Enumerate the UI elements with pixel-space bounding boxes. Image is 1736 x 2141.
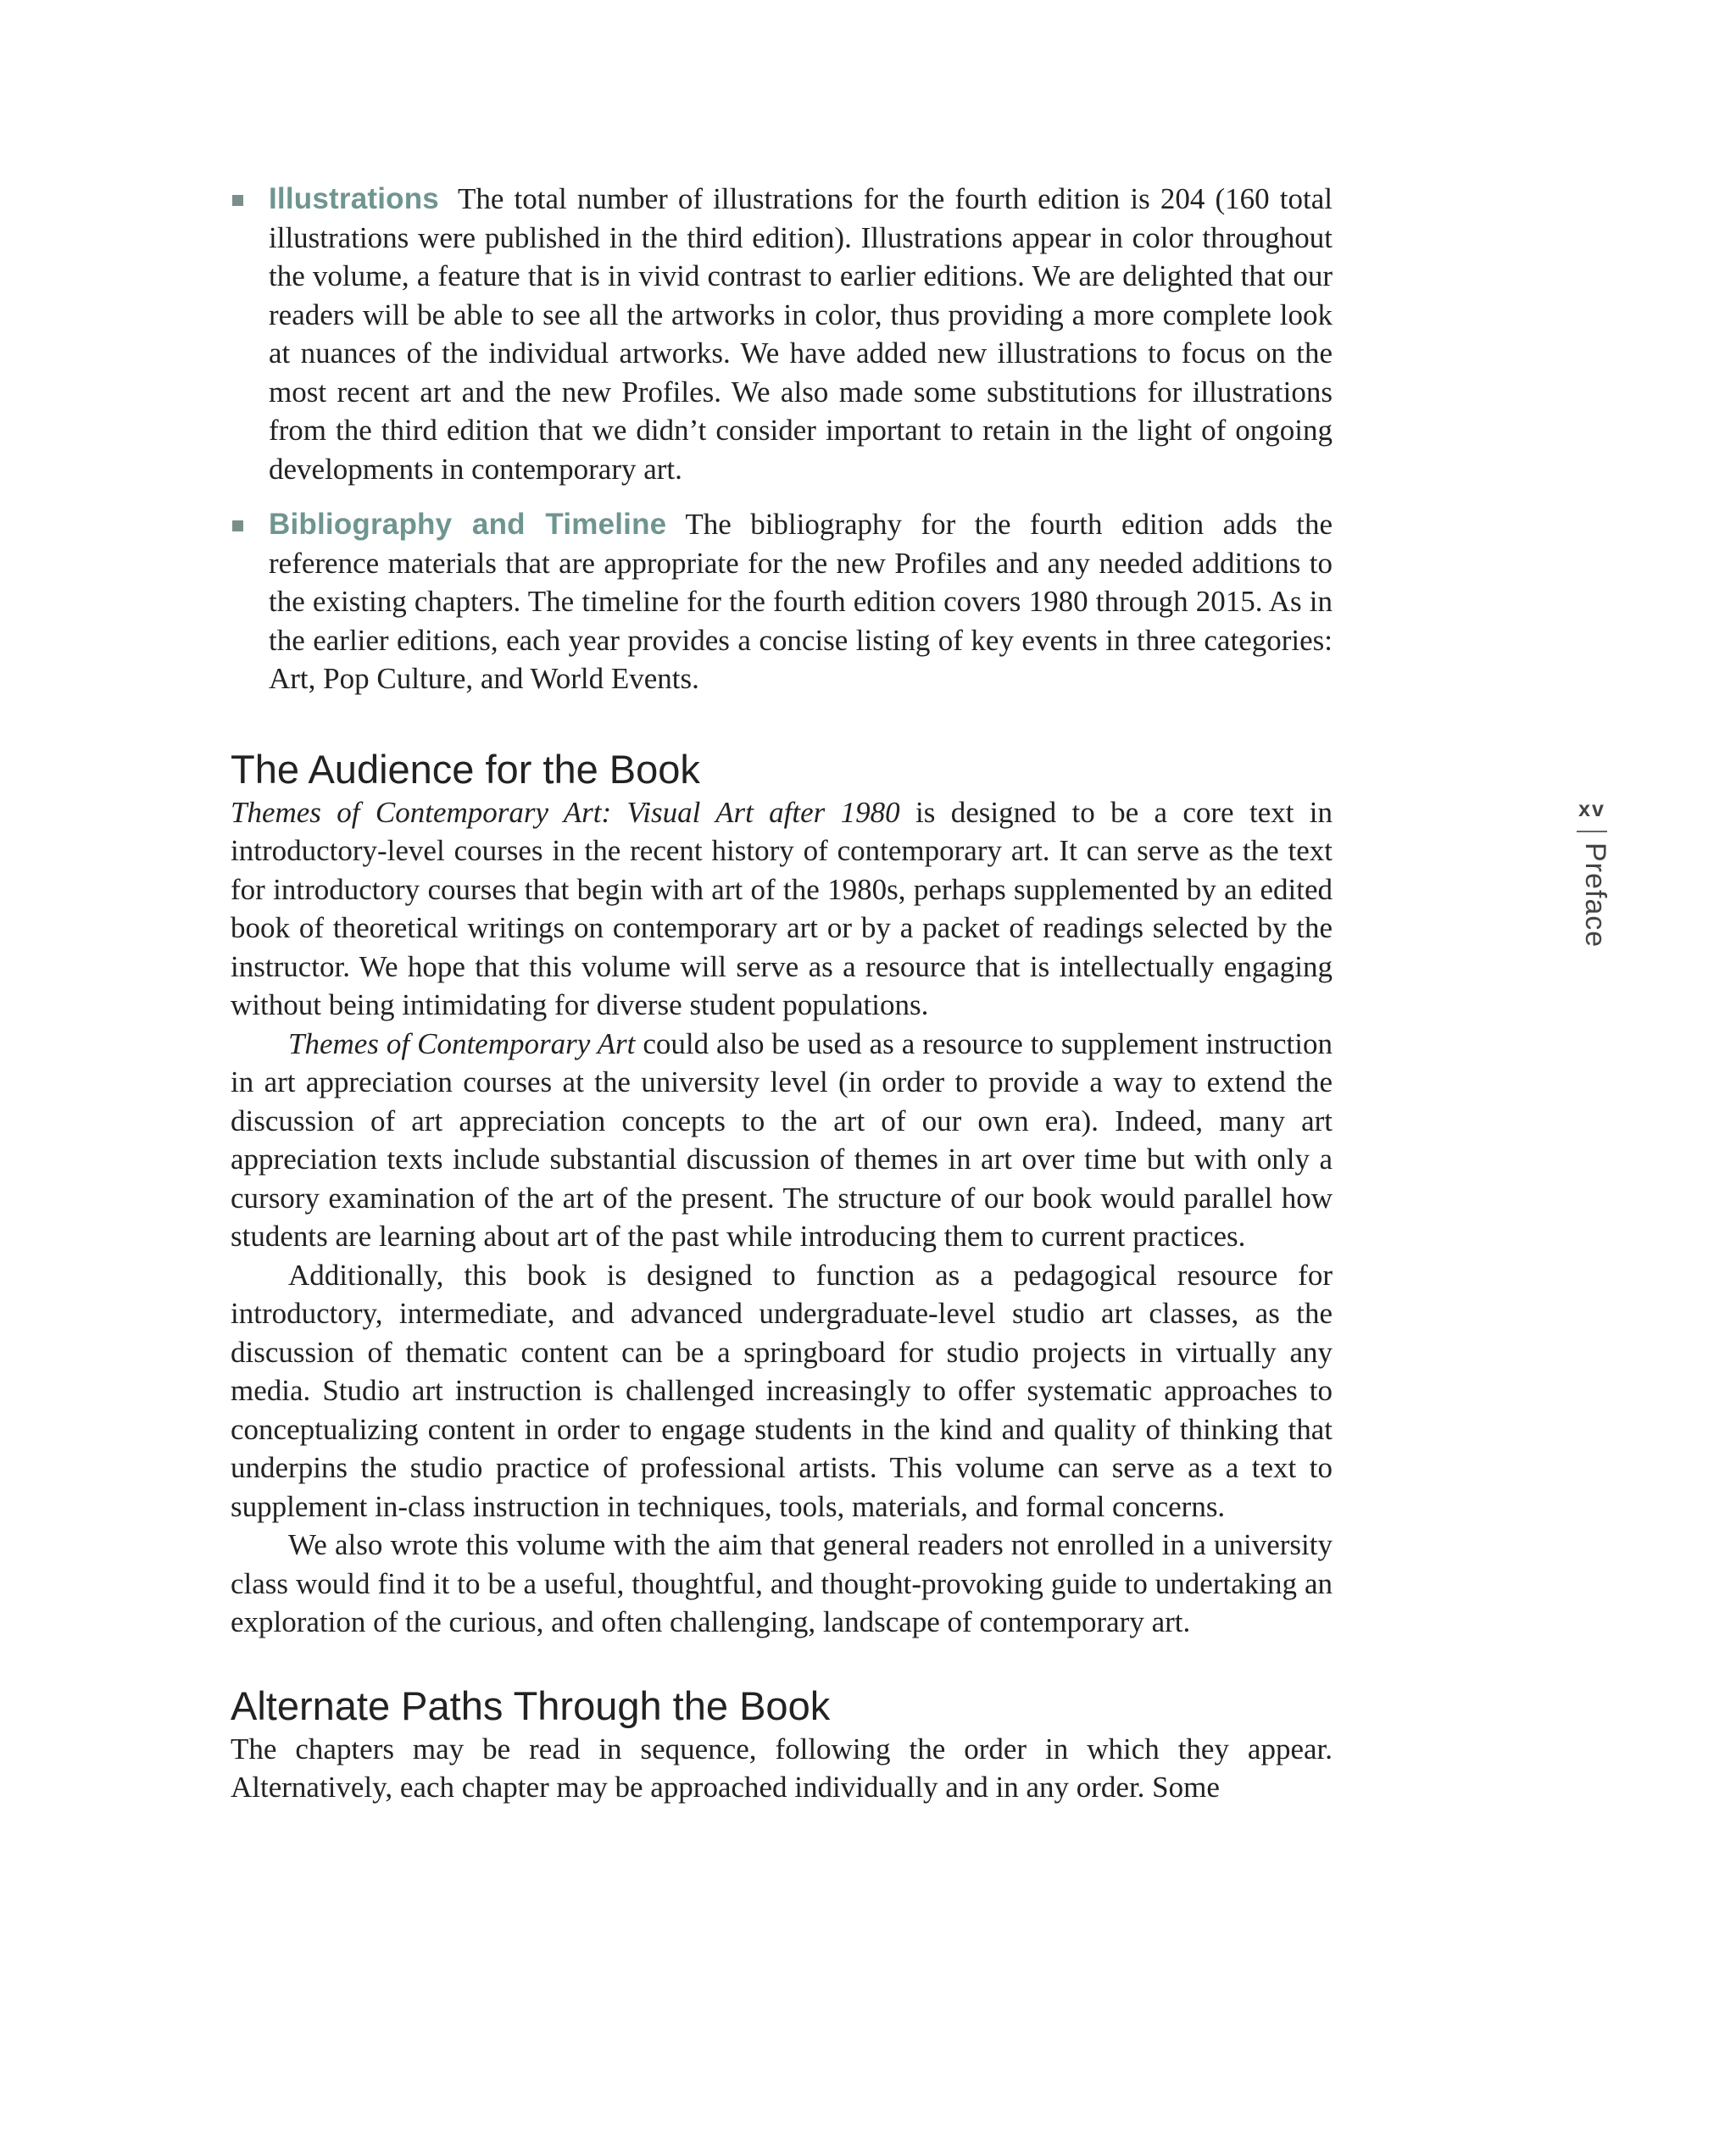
paragraph: Additionally, this book is designed to function as a pedagogical resource for introductory, intermediate, and advanced undergraduate-level studio art classes, as the discussion of thematic content can be a springboard for studio projects in virtually any media. Studio art instruction is challenged increasingly to offer systematic approaches to conceptualizing content in order to engage students in the kind and quality of thinking that underpins the studio practice of professional artists. This volume can serve as a text to supplement in-class instruction in techniques, tools, materials, and formal concerns.	[231, 1258, 1333, 1523]
book-title-italic: Themes of Contemporary Art: Visual Art after 1980	[231, 795, 900, 829]
list-item-text: The total number of illustrations for the fourth edition is 204 (160 total illustrations were published in the third edition). Illustrations appear in color throughout the volume, a feature that is in vivid contrast to earlier editions. We are delighted that our readers will be able to see all the artworks in color, thus providing a more complete look at nuances of the individual artworks. We have added new illustrations to focus on the most recent art and the new Profiles. We also made some substitutions for illustrations from the third edition that we didn’t consider important to retain in the light of ongoing developments in contemporary art.	[269, 182, 1333, 486]
running-head: Preface	[1579, 842, 1611, 948]
margin-label	[1577, 797, 1611, 948]
page-number: xv	[1578, 798, 1605, 821]
square-bullet-icon	[232, 195, 243, 206]
book-title-italic: Themes of Contemporary Art	[288, 1026, 636, 1060]
divider	[1577, 831, 1607, 832]
list-item-bibliography	[231, 505, 1333, 698]
list-item-illustrations	[231, 180, 1333, 488]
section-heading-audience: The Audience for the Book	[231, 746, 700, 792]
list-item-text: The bibliography for the fourth edition adds the reference materials that are appropriate for the new Profiles and any needed additions to the existing chapters. The timeline for the fourth edition covers 1980 through 2015. As in the earlier editions, each year provides a concise listing of key events in three categories: Art, Pop Culture, and World Events.	[269, 508, 1333, 695]
paragraph: We also wrote this volume with the aim that general readers not enrolled in a university class would find it to be a useful, thoughtful, and thought-provoking guide to undertaking an exploration of the curious, and often challenging, landscape of contemporary art.	[231, 1528, 1333, 1638]
paragraph	[231, 793, 1333, 1025]
section-heading-paths: Alternate Paths Through the Book	[231, 1682, 831, 1728]
paragraph	[231, 1025, 1333, 1256]
list-item-heading: Bibliography and Timeline	[269, 508, 667, 541]
paragraph-text: is designed to be a core text in introductory-level courses in the recent history of contemporary art. It can serve as the text for introductory courses that begin with art of the 1980s, perhaps supplemented by an edited book of theoretical writings on contemporary art or by a packet of readings selected by the instructor. We hope that this volume will serve as a resource that is intellectually engaging without being intimidating for diverse student populations.	[231, 795, 1333, 1021]
paragraph-text: could also be used as a resource to supplement instruction in art appreciation courses at the university level (in order to provide a way to extend the discussion of art appreciation concepts to the art of our own era). Indeed, many art appreciation texts include substantial discussion of themes in art over time but with only a cursory examination of the art of the present. The structure of our book would parallel how students are learning about art of the past while introducing them to current practices.	[231, 1026, 1333, 1253]
feature-list	[231, 180, 1333, 698]
list-item-heading: Illustrations	[269, 182, 439, 215]
page-body	[231, 180, 1333, 1807]
square-bullet-icon	[232, 520, 243, 531]
paragraph: The chapters may be read in sequence, following the order in which they appear. Alternatively, each chapter may be approached individually and in any order. Some	[231, 1732, 1333, 1804]
